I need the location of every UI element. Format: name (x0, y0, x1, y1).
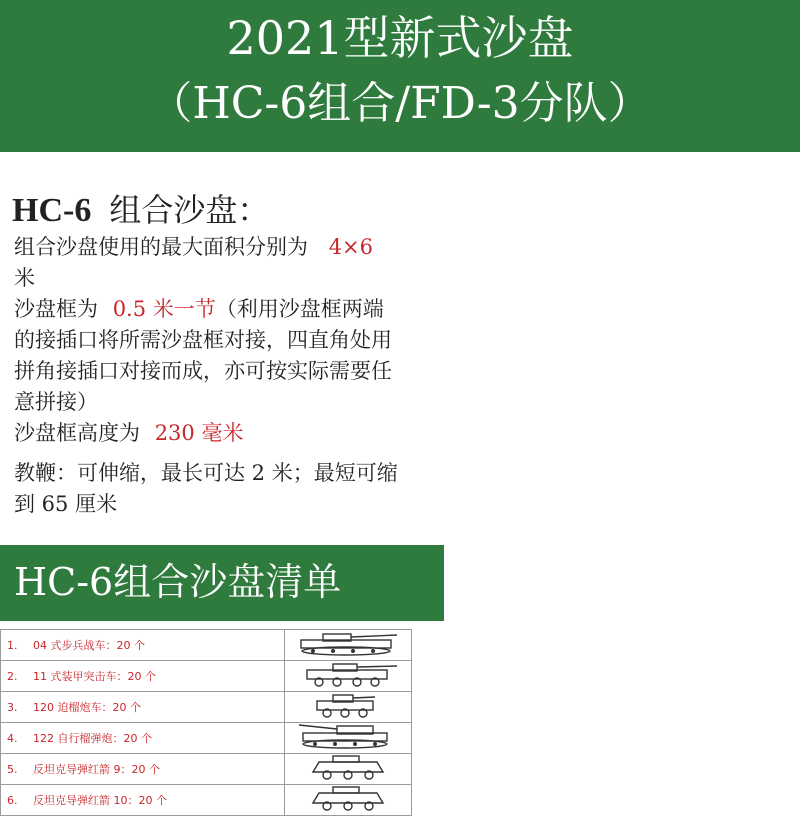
item-cell (1, 723, 285, 754)
item-text: 122 自行榴弹炮：20 个 (33, 732, 152, 745)
item-number: 6. (7, 794, 18, 807)
item-number: 1. (7, 639, 18, 652)
main-subtitle: （HC-6组合/FD-3分队） (148, 78, 652, 129)
frame-value: 0.5 米一节 (112, 297, 216, 321)
paragraph-area-unit: 米 (14, 266, 35, 290)
table-row (1, 661, 412, 692)
frame-text: 沙盘框为 (14, 297, 98, 321)
table-row (1, 692, 412, 723)
item-cell (1, 785, 285, 816)
item-number: 5. (7, 763, 18, 776)
item-image-cell (285, 692, 412, 723)
table-row (1, 723, 412, 754)
frame-note: （利用沙盘框两端 (215, 297, 384, 321)
list-banner (0, 545, 444, 621)
item-image-cell (285, 661, 412, 692)
section-title-code: HC-6 (12, 192, 92, 229)
paragraph-frame-line4: 意拼接） (14, 390, 98, 414)
item-number: 3. (7, 701, 18, 714)
height-value: 230 毫米 (154, 421, 244, 445)
item-image-cell (285, 723, 412, 754)
item-text: 11 式装甲突击车：20 个 (33, 670, 156, 683)
table-row (1, 754, 412, 785)
paragraph-height (14, 418, 243, 449)
paragraph-frame-line2: 的接插口将所需沙盘框对接，四直角处用 (14, 328, 392, 352)
item-number: 2. (7, 670, 18, 683)
item-image-cell (285, 630, 412, 661)
item-image-cell (285, 754, 412, 785)
howitzer-icon (293, 734, 403, 753)
item-number: 4. (7, 732, 18, 745)
table-row (1, 630, 412, 661)
paragraph-pointer-line2: 到 65 厘米 (14, 492, 118, 516)
paragraph-frame-line3: 拼角接插口对接而成，亦可按实际需要任 (14, 359, 392, 383)
area-text: 组合沙盘使用的最大面积分别为 (14, 235, 308, 259)
item-text: 120 迫榴炮车：20 个 (33, 701, 141, 714)
list-title: HC-6组合沙盘清单 (14, 560, 342, 604)
assault-vehicle-icon (293, 672, 403, 691)
item-text: 反坦克导弹红箭 9：20 个 (33, 763, 160, 776)
main-title: 2021型新式沙盘 (226, 11, 574, 65)
paragraph-pointer: 教鞭：可伸缩，最长可达 2 米；最短可缩 (14, 461, 398, 485)
item-cell (1, 692, 285, 723)
paragraph-area (14, 232, 373, 263)
section-title (12, 190, 269, 231)
top-banner (0, 0, 800, 152)
item-image-cell (285, 785, 412, 816)
area-value: 4×6 (328, 235, 374, 259)
mortar-vehicle-icon (293, 703, 403, 722)
item-text: 04 式步兵战车：20 个 (33, 639, 145, 652)
item-text: 反坦克导弹红箭 10：20 个 (33, 794, 167, 807)
inventory-table (0, 629, 412, 816)
height-text: 沙盘框高度为 (14, 421, 140, 445)
ifv-icon (293, 641, 403, 660)
item-cell (1, 661, 285, 692)
section-title-text: 组合沙盘： (109, 191, 270, 229)
item-cell (1, 754, 285, 785)
paragraph-frame (14, 294, 384, 325)
atgm-vehicle-icon (293, 765, 403, 784)
atgm-vehicle-icon (293, 796, 403, 815)
item-cell (1, 630, 285, 661)
table-row (1, 785, 412, 816)
